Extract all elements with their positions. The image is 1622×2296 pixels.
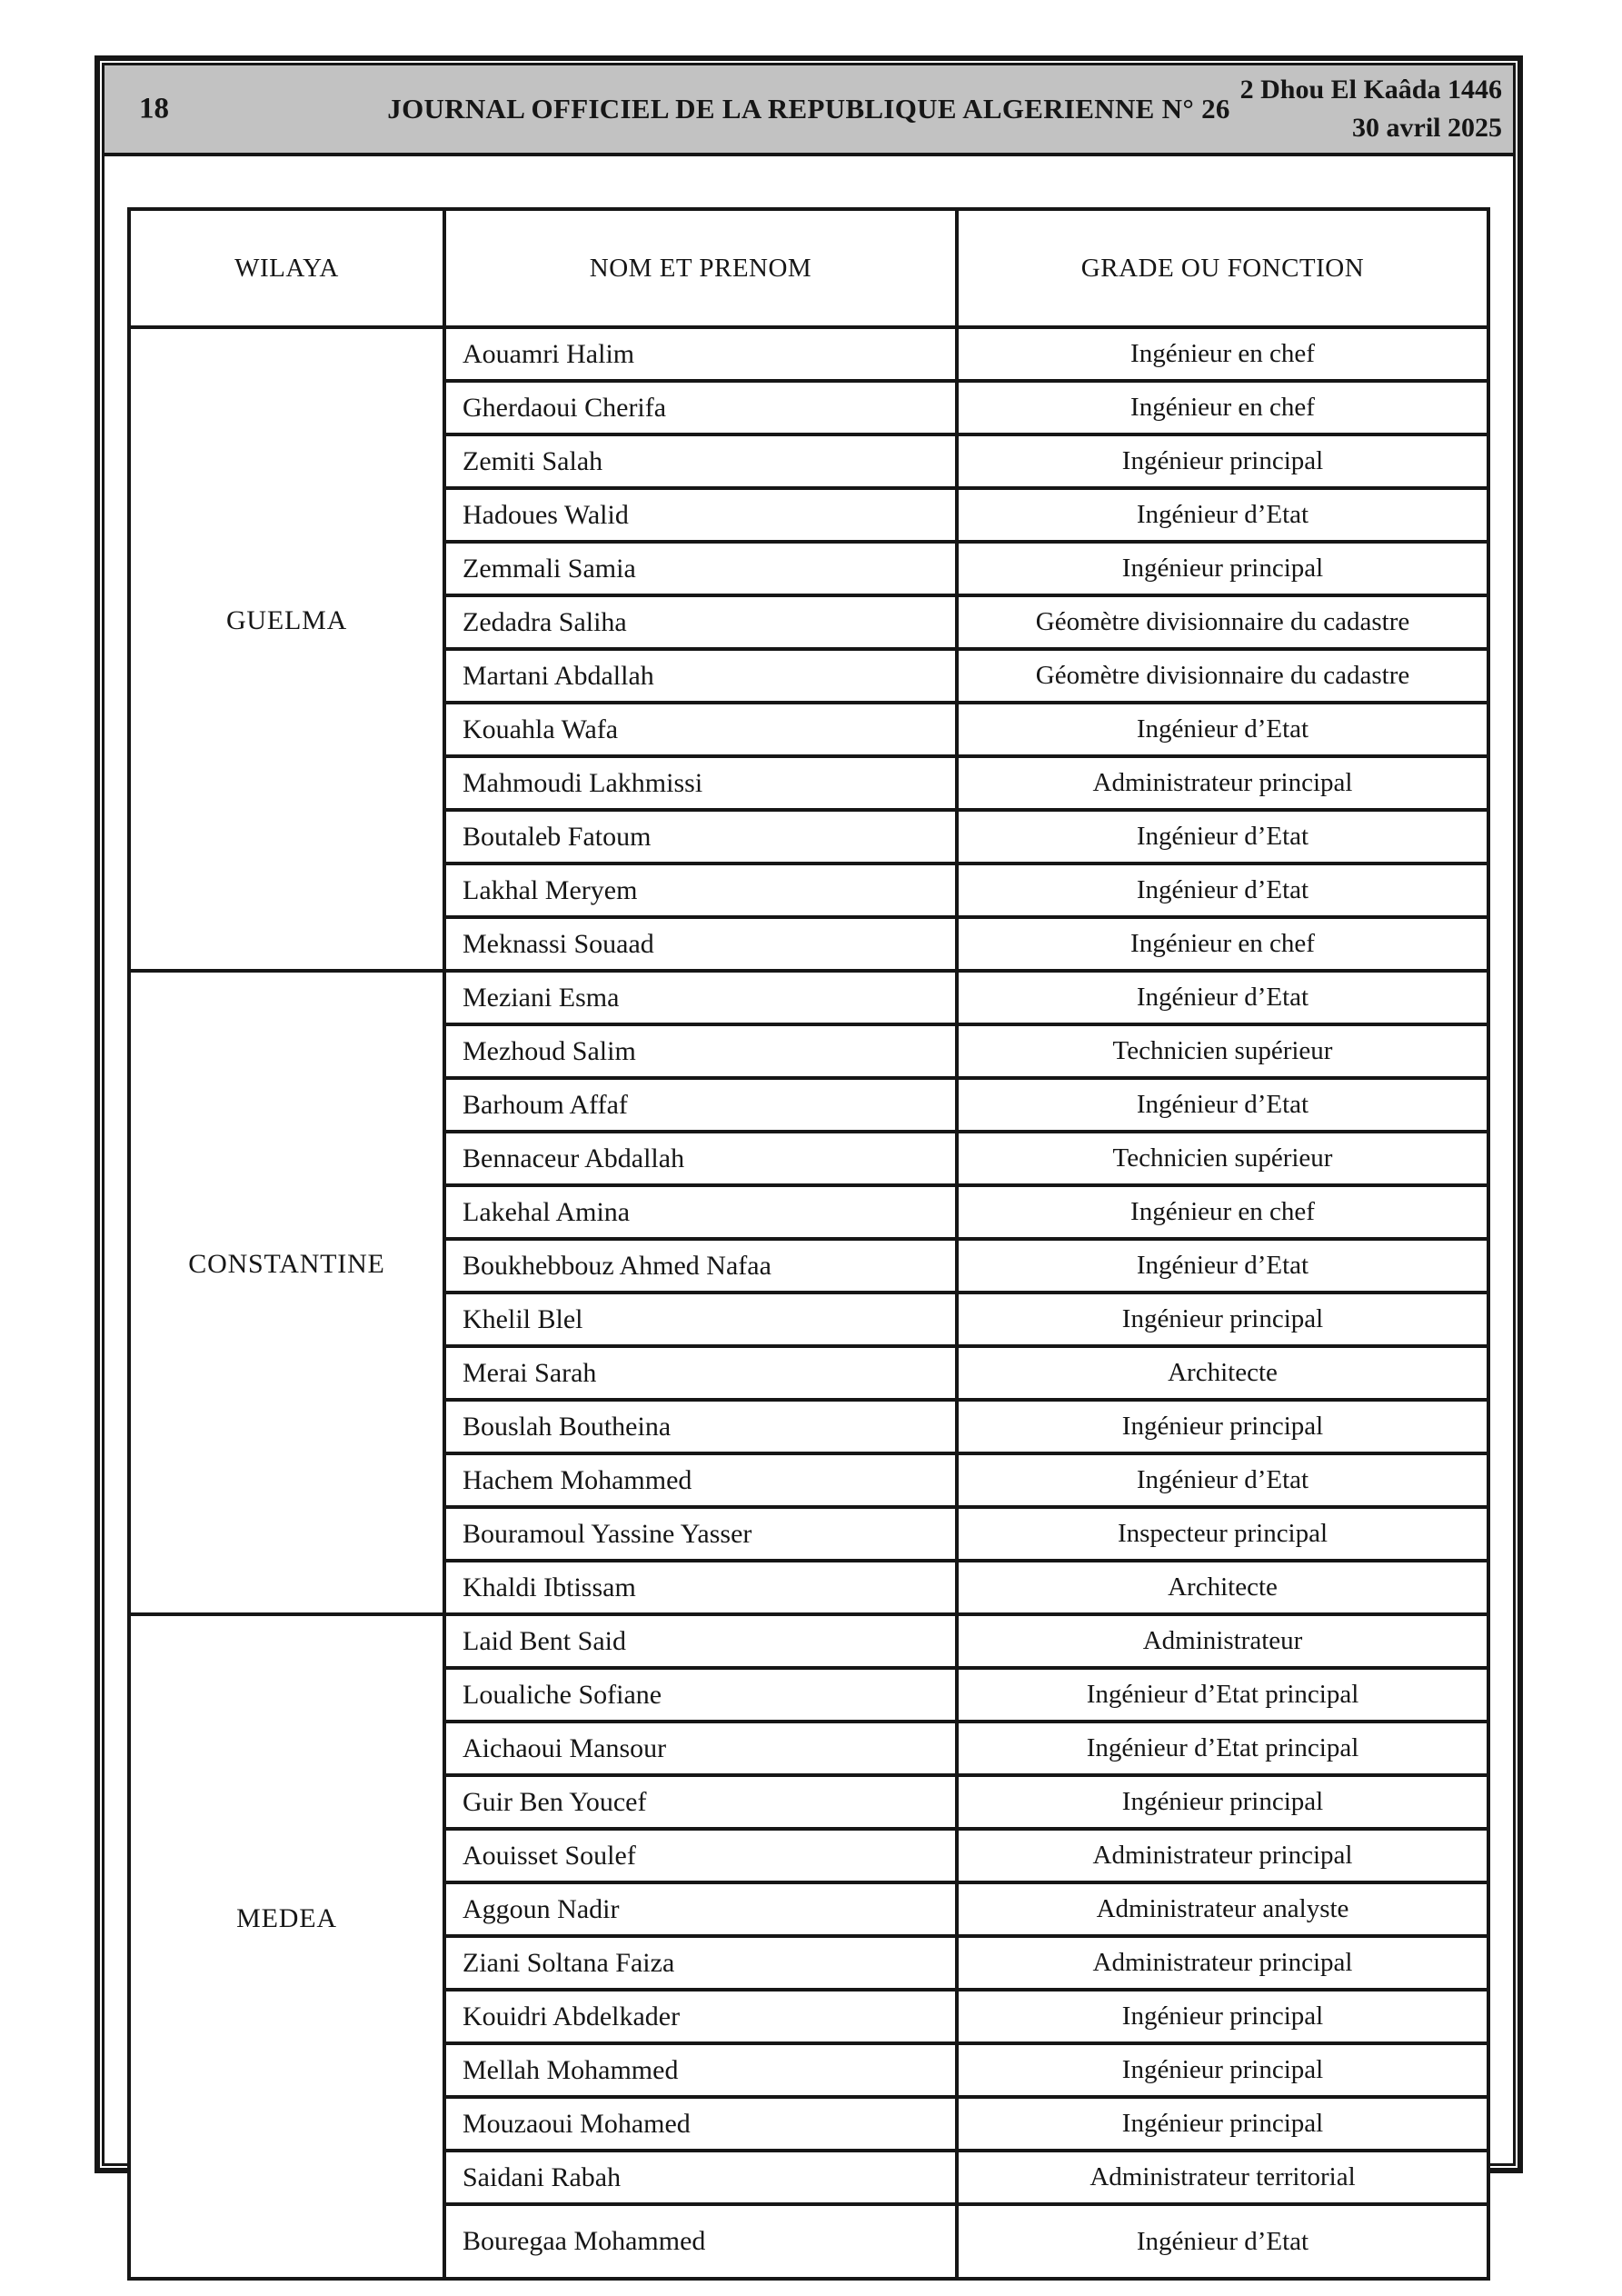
name-cell bbox=[446, 1831, 959, 1881]
table-row bbox=[446, 915, 1487, 969]
person-grade: Ingénieur principal bbox=[1121, 446, 1324, 475]
name-cell bbox=[446, 1455, 959, 1505]
name-cell bbox=[446, 1509, 959, 1559]
person-grade: Ingénieur en chef bbox=[1130, 339, 1315, 368]
table-row bbox=[446, 1720, 1487, 1773]
person-grade: Ingénieur d’Etat bbox=[1136, 2226, 1309, 2256]
page-number: 18 bbox=[139, 92, 169, 125]
name-cell bbox=[446, 329, 959, 379]
table-row bbox=[446, 1881, 1487, 1934]
table-row bbox=[446, 973, 1487, 1023]
person-name: Meziani Esma bbox=[463, 982, 620, 1013]
name-cell bbox=[446, 436, 959, 486]
grade-cell bbox=[959, 2152, 1487, 2202]
person-name: Bouregaa Mohammed bbox=[463, 2226, 706, 2256]
page-frame-inner bbox=[102, 63, 1516, 2256]
grade-cell bbox=[959, 1402, 1487, 1452]
person-grade: Administrateur bbox=[1142, 1626, 1303, 1655]
table-row bbox=[446, 1130, 1487, 1183]
grade-cell bbox=[959, 1133, 1487, 1183]
grade-cell bbox=[959, 1294, 1487, 1344]
person-grade: Ingénieur d’Etat bbox=[1136, 500, 1309, 529]
grade-cell bbox=[959, 1187, 1487, 1237]
grade-cell bbox=[959, 919, 1487, 969]
table-row bbox=[446, 433, 1487, 486]
grade-cell bbox=[959, 865, 1487, 915]
wilaya-label: CONSTANTINE bbox=[188, 1249, 385, 1279]
name-cell bbox=[446, 2045, 959, 2095]
grade-cell bbox=[959, 1455, 1487, 1505]
table-row bbox=[446, 2202, 1487, 2277]
person-grade: Administrateur analyste bbox=[1096, 1894, 1349, 1923]
name-cell bbox=[446, 758, 959, 808]
name-cell bbox=[446, 1723, 959, 1773]
grade-cell bbox=[959, 758, 1487, 808]
name-cell bbox=[446, 383, 959, 433]
person-name: Meknassi Souaad bbox=[463, 928, 654, 959]
wilaya-label: MEDEA bbox=[236, 1902, 337, 1933]
person-name: Boutaleb Fatoum bbox=[463, 821, 652, 852]
person-name: Khelil Blel bbox=[463, 1303, 583, 1334]
person-name: Bouslah Boutheina bbox=[463, 1411, 672, 1442]
grade-cell bbox=[959, 1026, 1487, 1076]
table-row bbox=[446, 647, 1487, 701]
person-name: Khaldi Ibtissam bbox=[463, 1572, 636, 1602]
name-cell bbox=[446, 1777, 959, 1827]
grade-cell bbox=[959, 812, 1487, 862]
table-row bbox=[446, 862, 1487, 915]
journal-header-band bbox=[104, 65, 1513, 156]
grade-cell bbox=[959, 329, 1487, 379]
column-header-wilaya: WILAYA bbox=[131, 211, 446, 325]
name-cell bbox=[446, 1241, 959, 1291]
group-rows bbox=[446, 973, 1487, 1612]
person-grade: Inspecteur principal bbox=[1117, 1519, 1328, 1548]
table-row bbox=[446, 1505, 1487, 1559]
grade-cell bbox=[959, 1884, 1487, 1934]
table-row bbox=[446, 329, 1487, 379]
name-cell bbox=[446, 1133, 959, 1183]
grade-cell bbox=[959, 1723, 1487, 1773]
name-cell bbox=[446, 1187, 959, 1237]
grade-cell bbox=[959, 490, 1487, 540]
table-row bbox=[446, 1023, 1487, 1076]
grade-cell bbox=[959, 1777, 1487, 1827]
grade-cell bbox=[959, 1670, 1487, 1720]
table-row bbox=[446, 2149, 1487, 2202]
person-name: Guir Ben Youcef bbox=[463, 1786, 647, 1817]
grade-cell bbox=[959, 1241, 1487, 1291]
wilaya-group bbox=[131, 325, 1487, 969]
person-grade: Administrateur principal bbox=[1092, 1948, 1353, 1977]
person-name: Bouramoul Yassine Yasser bbox=[463, 1518, 752, 1549]
wilaya-group bbox=[131, 969, 1487, 1612]
table-row bbox=[446, 808, 1487, 862]
grade-cell bbox=[959, 1616, 1487, 1666]
name-cell bbox=[446, 1670, 959, 1720]
grade-cell bbox=[959, 704, 1487, 754]
name-cell bbox=[446, 919, 959, 969]
person-name: Bennaceur Abdallah bbox=[463, 1143, 685, 1173]
grade-cell bbox=[959, 2099, 1487, 2149]
person-name: Zemiti Salah bbox=[463, 445, 603, 476]
table-row bbox=[446, 1344, 1487, 1398]
grade-cell bbox=[959, 383, 1487, 433]
grade-cell bbox=[959, 1992, 1487, 2041]
name-cell bbox=[446, 1026, 959, 1076]
table-row bbox=[446, 1237, 1487, 1291]
person-grade: Ingénieur d’Etat bbox=[1136, 875, 1309, 904]
table-row bbox=[446, 486, 1487, 540]
person-grade: Ingénieur principal bbox=[1121, 554, 1324, 583]
table-row bbox=[446, 1616, 1487, 1666]
name-cell bbox=[446, 1562, 959, 1612]
person-grade: Ingénieur d’Etat principal bbox=[1086, 1733, 1359, 1762]
person-grade: Ingénieur d’Etat bbox=[1136, 822, 1309, 851]
person-grade: Architecte bbox=[1168, 1358, 1278, 1387]
table-header-row bbox=[131, 211, 1487, 325]
table-row bbox=[446, 594, 1487, 647]
wilaya-label: GUELMA bbox=[225, 605, 348, 635]
person-name: Lakhal Meryem bbox=[463, 874, 638, 905]
grade-cell bbox=[959, 1348, 1487, 1398]
grade-cell bbox=[959, 436, 1487, 486]
table-row bbox=[446, 379, 1487, 433]
date-gregorian: 30 avril 2025 bbox=[1352, 113, 1502, 143]
table-row bbox=[446, 1666, 1487, 1720]
name-cell bbox=[446, 651, 959, 701]
person-name: Boukhebbouz Ahmed Nafaa bbox=[463, 1250, 771, 1281]
person-grade: Ingénieur d’Etat principal bbox=[1086, 1680, 1359, 1709]
name-cell bbox=[446, 1402, 959, 1452]
person-name: Hadoues Walid bbox=[463, 499, 629, 530]
grade-cell bbox=[959, 1938, 1487, 1988]
person-name: Mahmoudi Lakhmissi bbox=[463, 767, 703, 798]
person-name: Mouzaoui Mohamed bbox=[463, 2108, 691, 2139]
table-row bbox=[446, 1934, 1487, 1988]
person-name: Mellah Mohammed bbox=[463, 2054, 679, 2085]
group-rows bbox=[446, 1616, 1487, 2277]
table-row bbox=[446, 1076, 1487, 1130]
column-header-grade: GRADE OU FONCTION bbox=[1080, 253, 1365, 283]
grade-cell bbox=[959, 544, 1487, 594]
person-grade: Ingénieur principal bbox=[1121, 1412, 1324, 1441]
name-cell bbox=[446, 973, 959, 1023]
table-row bbox=[446, 1988, 1487, 2041]
person-name: Aichaoui Mansour bbox=[463, 1732, 667, 1763]
name-cell bbox=[446, 1616, 959, 1666]
table-row bbox=[446, 754, 1487, 808]
name-cell bbox=[446, 2152, 959, 2202]
person-grade: Administrateur territorial bbox=[1090, 2162, 1356, 2191]
date-hijri: 2 Dhou El Kaâda 1446 bbox=[1239, 75, 1502, 105]
table-row bbox=[446, 1773, 1487, 1827]
table-row bbox=[446, 701, 1487, 754]
journal-dates bbox=[1240, 71, 1502, 147]
grade-cell bbox=[959, 597, 1487, 647]
column-header-nom: NOM ET PRENOM bbox=[446, 211, 959, 325]
name-cell bbox=[446, 2099, 959, 2149]
person-name: Kouahla Wafa bbox=[463, 714, 619, 744]
name-cell bbox=[446, 1080, 959, 1130]
person-grade: Ingénieur principal bbox=[1121, 2055, 1324, 2084]
name-cell bbox=[446, 1938, 959, 1988]
wilaya-cell bbox=[131, 1616, 446, 2277]
person-grade: Ingénieur principal bbox=[1121, 1304, 1324, 1333]
person-name: Aggoun Nadir bbox=[463, 1893, 620, 1924]
wilaya-cell bbox=[131, 973, 446, 1612]
name-cell bbox=[446, 2206, 959, 2277]
name-cell bbox=[446, 544, 959, 594]
person-grade: Ingénieur d’Etat bbox=[1136, 1251, 1309, 1280]
person-grade: Ingénieur en chef bbox=[1130, 393, 1315, 422]
person-grade: Ingénieur d’Etat bbox=[1136, 983, 1309, 1012]
person-name: Kouidri Abdelkader bbox=[463, 2001, 681, 2031]
journal-title: JOURNAL OFFICIEL DE LA REPUBLIQUE ALGERIENNE N° 26 bbox=[387, 93, 1230, 125]
person-name: Aouamri Halim bbox=[463, 338, 635, 369]
person-name: Hachem Mohammed bbox=[463, 1464, 692, 1495]
person-name: Zemmali Samia bbox=[463, 553, 636, 584]
person-grade: Ingénieur principal bbox=[1121, 2109, 1324, 2138]
group-rows bbox=[446, 329, 1487, 969]
grade-cell bbox=[959, 1509, 1487, 1559]
table-row bbox=[446, 1183, 1487, 1237]
wilaya-group bbox=[131, 1612, 1487, 2277]
person-grade: Administrateur principal bbox=[1092, 768, 1353, 797]
person-grade: Technicien supérieur bbox=[1112, 1036, 1333, 1065]
person-grade: Géomètre divisionnaire du cadastre bbox=[1035, 607, 1410, 636]
name-cell bbox=[446, 597, 959, 647]
person-name: Lakehal Amina bbox=[463, 1196, 631, 1227]
table-row bbox=[446, 1452, 1487, 1505]
person-grade: Architecte bbox=[1168, 1572, 1278, 1602]
table-row bbox=[446, 1559, 1487, 1612]
person-grade: Ingénieur principal bbox=[1121, 2002, 1324, 2031]
grade-cell bbox=[959, 651, 1487, 701]
name-cell bbox=[446, 1348, 959, 1398]
page-frame bbox=[95, 55, 1523, 2256]
person-name: Aouisset Soulef bbox=[463, 1840, 636, 1871]
table-body bbox=[131, 325, 1487, 2277]
name-cell bbox=[446, 1992, 959, 2041]
grade-cell bbox=[959, 1080, 1487, 1130]
person-name: Barhoum Affaf bbox=[463, 1089, 628, 1120]
person-name: Loualiche Sofiane bbox=[463, 1679, 662, 1710]
grade-cell bbox=[959, 973, 1487, 1023]
grade-cell bbox=[959, 1562, 1487, 1612]
person-grade: Technicien supérieur bbox=[1112, 1143, 1333, 1173]
person-name: Saidani Rabah bbox=[463, 2161, 622, 2192]
person-name: Zedadra Saliha bbox=[463, 606, 627, 637]
person-grade: Ingénieur d’Etat bbox=[1136, 1090, 1309, 1119]
person-grade: Administrateur principal bbox=[1092, 1841, 1353, 1870]
name-cell bbox=[446, 1294, 959, 1344]
person-name: Ziani Soltana Faiza bbox=[463, 1947, 675, 1978]
table-row bbox=[446, 1398, 1487, 1452]
name-cell bbox=[446, 704, 959, 754]
table-row bbox=[446, 1291, 1487, 1344]
person-grade: Ingénieur en chef bbox=[1130, 929, 1315, 958]
grade-cell bbox=[959, 2045, 1487, 2095]
table-row bbox=[446, 2041, 1487, 2095]
name-cell bbox=[446, 865, 959, 915]
name-cell bbox=[446, 1884, 959, 1934]
person-grade: Ingénieur d’Etat bbox=[1136, 1465, 1309, 1494]
name-cell bbox=[446, 490, 959, 540]
person-grade: Géomètre divisionnaire du cadastre bbox=[1035, 661, 1410, 690]
table-row bbox=[446, 1827, 1487, 1881]
person-name: Mezhoud Salim bbox=[463, 1035, 636, 1066]
table-row bbox=[446, 2095, 1487, 2149]
person-name: Martani Abdallah bbox=[463, 660, 654, 691]
grade-cell bbox=[959, 2206, 1487, 2277]
wilaya-cell bbox=[131, 329, 446, 969]
person-grade: Ingénieur en chef bbox=[1130, 1197, 1315, 1226]
name-cell bbox=[446, 812, 959, 862]
table-row bbox=[446, 540, 1487, 594]
person-name: Laid Bent Said bbox=[463, 1625, 626, 1656]
person-name: Gherdaoui Cherifa bbox=[463, 392, 667, 423]
grade-cell bbox=[959, 1831, 1487, 1881]
person-grade: Ingénieur d’Etat bbox=[1136, 714, 1309, 744]
person-name: Merai Sarah bbox=[463, 1357, 597, 1388]
person-grade: Ingénieur principal bbox=[1121, 1787, 1324, 1816]
appointments-table bbox=[127, 207, 1490, 2281]
